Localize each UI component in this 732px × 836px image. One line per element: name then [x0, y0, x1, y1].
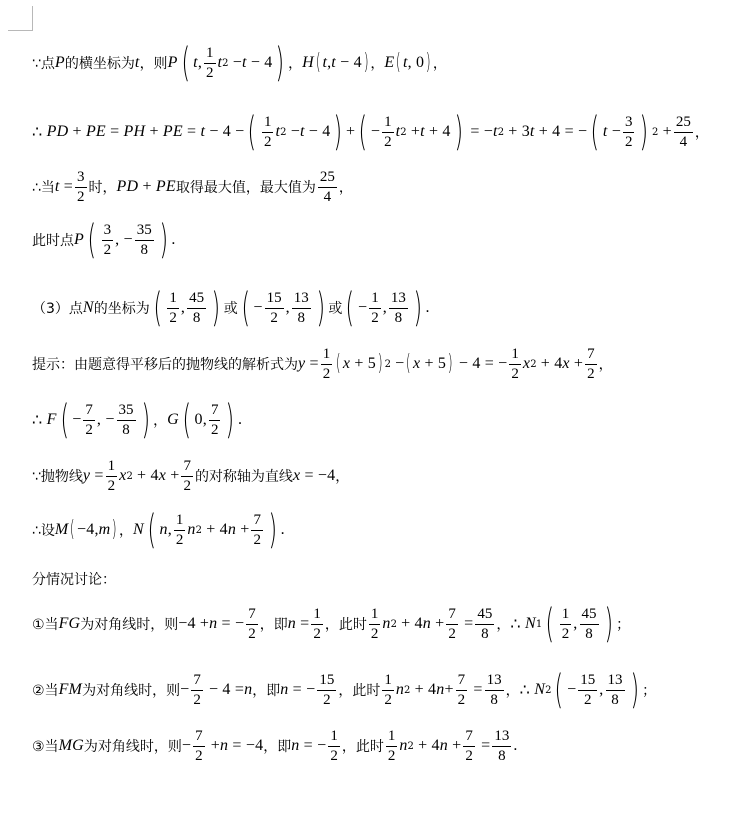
solution-line: 分情况讨论：: [32, 572, 116, 588]
solution-line: ①当 FG 为对角线时，则 −4 + n = − $\frac{7}{2}$ ，即 n = $\frac{1}{2}$ ，此时 $\frac{1}{2}$ n 2 + 4 n + $\frac{7}{2}$ = $\frac{45}{8}$ ， ∴ N 1 ( $\frac{1}{2}$ , $\frac{45}{8}$ ) ；: [32, 601, 631, 647]
solution-line: ∵抛物线 y = $\frac{1}{2}$ x 2 + 4 x + $\frac{7}{2}$ 的对称轴为直线 x = −4 ，: [32, 458, 350, 494]
solution-line: ②当 FM 为对角线时，则 − $\frac{7}{2}$ − 4 = n ，即 n = − $\frac{15}{2}$ ，此时 $\frac{1}{2}$ n 2 + 4 n + $\frac{7}{2}$ = $\frac{13}{8}$ ， ∴ N 2 ( − $\frac{15}{2}$ , $\frac{13}{8}$ ) ；: [32, 667, 657, 713]
solution-line: ∴当 t = $\frac{3}{2}$ 时， PD + PE 取得最大值，最大值为 $\frac{25}{4}$ ，: [32, 169, 353, 205]
page-corner-mark: [8, 6, 33, 31]
solution-line: 提示：由题意得平移后的抛物线的解析式为 y = $\frac{1}{2}$ ( x + 5 ) 2 − ( x + 5 ) − 4 = − $\frac{1}{2}$ x 2 + 4 x + $\frac{7}{2}$ ，: [32, 346, 613, 382]
solution-line: （3）点 N 的坐标为 ( $\frac{1}{2}$ , $\frac{45}{8}$ ) 或 ( − $\frac{15}{2}$ , $\frac{13}{8}$ ) 或 ( − $\frac{1}{2}$ , $\frac{13}{8}$ ) .: [32, 285, 430, 331]
solution-line: ∴ PD + PE = PH + PE = t − 4 − ( $\frac{1}{2}$ t 2 − t − 4 ) + ( − $\frac{1}{2}$ t 2 + t + 4 ) = − t 2 + 3 t + 4 = − ( t − $\frac{3}{2}$ ) 2 + $\frac{25}{4}$ ，: [32, 109, 709, 155]
solution-line: ∴设 M ( −4, m ) ， N ( n , $\frac{1}{2}$ n 2 + 4 n + $\frac{7}{2}$ ) .: [32, 507, 285, 553]
solution-line: ∴ F ( − $\frac{7}{2}$ , − $\frac{35}{8}$ ) ， G ( 0, $\frac{7}{2}$ ) .: [32, 397, 243, 443]
solution-line: ③当 MG 为对角线时，则 − $\frac{7}{2}$ + n = −4 ，即 n = − $\frac{1}{2}$ ，此时 $\frac{1}{2}$ n 2 + 4 n + $\frac{7}{2}$ = $\frac{13}{8}$ .: [32, 728, 518, 764]
solution-line: 此时点 P ( $\frac{3}{2}$ , − $\frac{35}{8}$ ) .: [32, 217, 176, 263]
solution-line: ∵点 P 的横坐标为 t ，则 P ( t , $\frac{1}{2}$ t 2 − t − 4 ) ， H ( t , t − 4 ) ， E ( t , 0 ) ，: [32, 40, 447, 86]
